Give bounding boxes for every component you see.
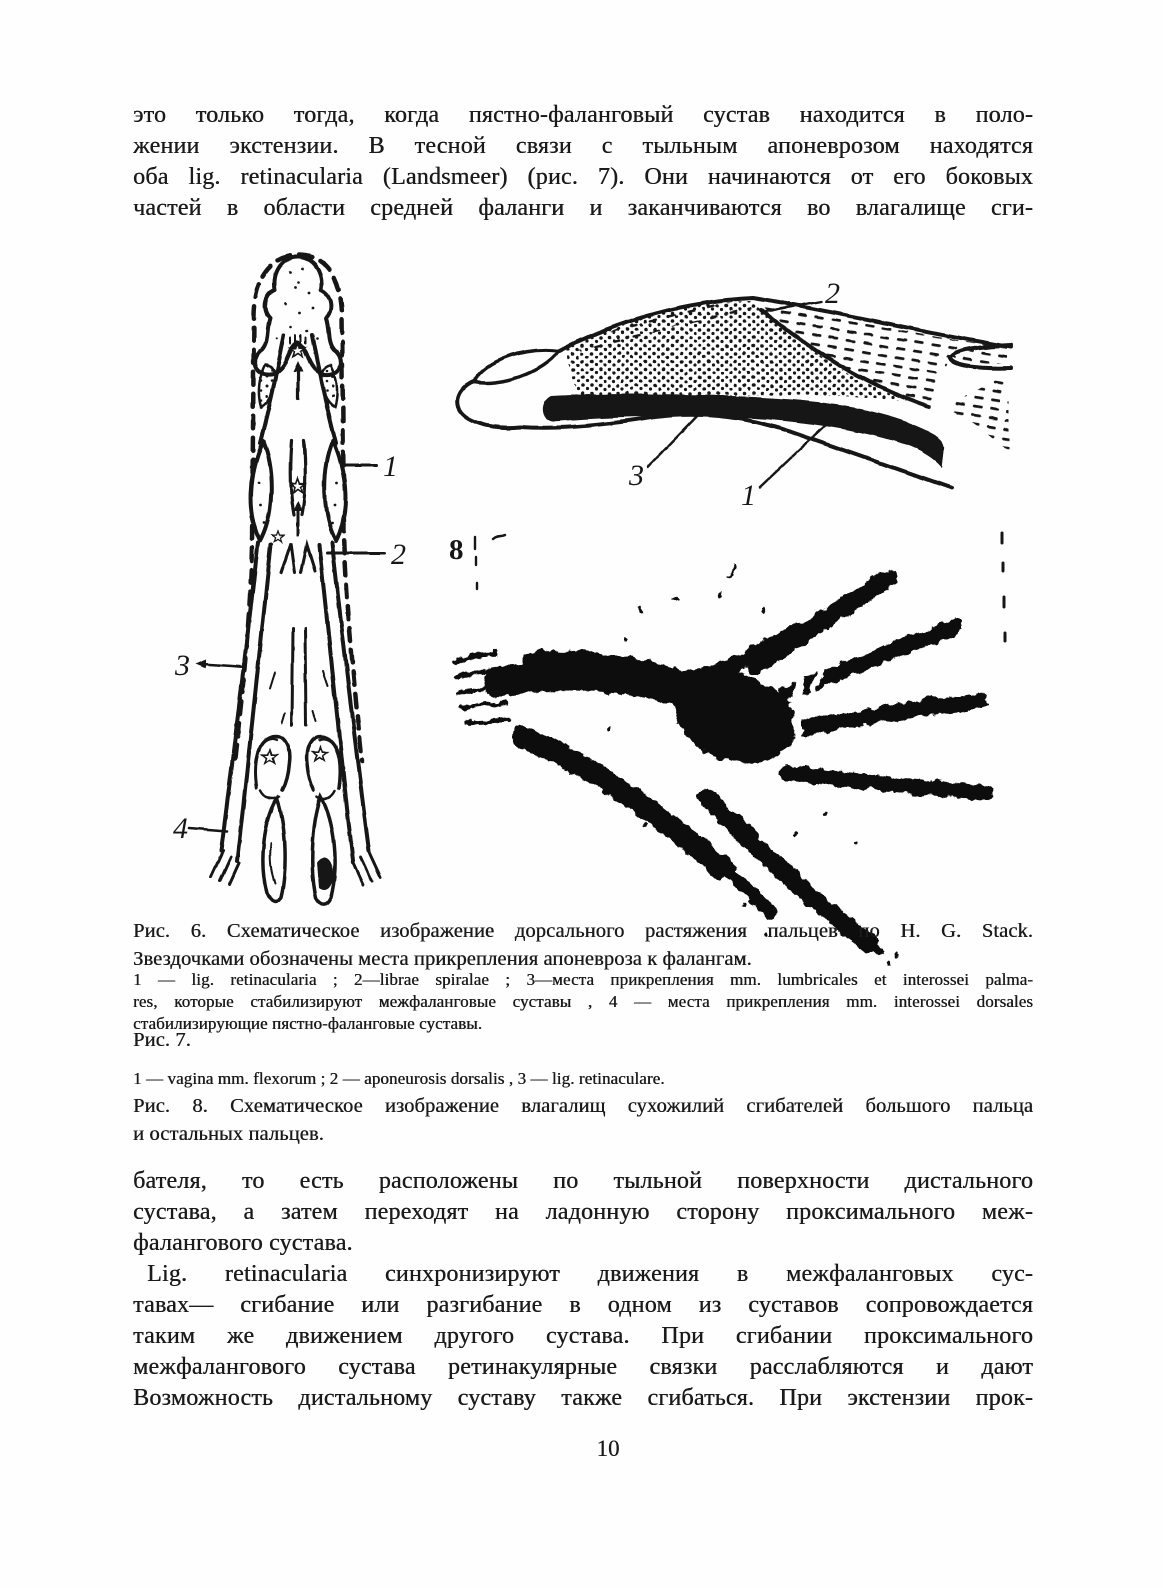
distal-phalanx-bone <box>255 257 341 375</box>
ulnar-edge-stroke <box>523 737 720 867</box>
fingernail-outline <box>473 350 559 383</box>
bottom-paragraphs <box>133 1166 1033 1414</box>
caption-line: Звездочками обозначены места прикрепления апоневроза к фалангам. <box>133 948 752 970</box>
legend-line: res, которые стабилизируют межфаланговые суставы , 4 — места прикрепления mm. interossei dorsales <box>133 992 1033 1011</box>
figure7-label-1: 1 <box>741 479 756 512</box>
page-number: 10 <box>596 1436 620 1461</box>
figure6-label-1: 1 <box>383 450 398 483</box>
joint-capsule-arcs <box>261 791 335 799</box>
text-line: таким же движением другого сустава. При сгибании проксимального <box>133 1323 1033 1349</box>
figure8-caption <box>133 1092 1033 1148</box>
caption-line: Рис. 8. Схематическое изображение влагалищ сухожилий сгибателей большого пальца <box>133 1095 1033 1117</box>
finger-lateral-drawing <box>457 298 1011 488</box>
legend-line: 1 — vagina mm. flexorum ; 2 — aponeurosis dorsalis , 3 — lig. retinaculare. <box>133 1069 665 1088</box>
leader-line-3 <box>203 664 245 667</box>
figure6-caption <box>133 917 1033 973</box>
flexor-tendon-black-band <box>543 394 944 468</box>
tendon-pull-arrow <box>294 501 303 535</box>
text-line: частей в области средней фаланги и заканчиваются во влагалище сги- <box>133 195 1033 221</box>
stray-mark <box>727 567 734 578</box>
aponeurosis-attachment-star <box>272 531 284 542</box>
text-line: оба lig. retinacularia (Landsmeer) (рис. 7). Они начинаются от его боковых <box>133 164 1033 190</box>
leader-line-4 <box>189 828 227 831</box>
figure6-label-2: 2 <box>391 538 406 571</box>
tendon-pull-arrow <box>293 361 303 398</box>
figure-7-finger-side-view-illustration <box>445 255 1040 540</box>
condyle-left <box>256 737 290 790</box>
figure7-caption-title <box>133 1026 1033 1054</box>
lateral-band-left <box>251 441 272 541</box>
text-line: сустава, а затем переходят на ладонную сторону проксимального меж- <box>133 1199 1033 1225</box>
text-line: бателя, то есть расположены по тыльной поверхности дистального <box>133 1168 1033 1194</box>
phalanx-lobe-left <box>263 799 285 902</box>
figure6-label-3: 3 <box>175 649 190 682</box>
text-line: Lig. retinacularia синхронизируют движения в межфаланговых сус- <box>147 1261 1033 1287</box>
aponeurosis-dash-region-lower <box>945 373 1009 451</box>
caption-line: Рис. 6. Схематическое изображение дорсального растяжения пальцев по H. G. Stack. <box>133 920 1033 942</box>
aponeurosis-attachment-star <box>291 479 305 493</box>
scan-edge-marks <box>475 533 1005 641</box>
text-line: фалангового сустава. <box>133 1230 353 1256</box>
diverging-band-left <box>221 543 271 861</box>
figure8-label-8: 8 <box>449 534 464 566</box>
chevron-fibres <box>281 543 315 573</box>
text-line: жении экстензии. В тесной связи с тыльным апоневрозом находятся <box>133 133 1033 159</box>
band-fringe-left <box>211 851 239 885</box>
figure-6-dorsal-extension-illustration <box>165 243 455 913</box>
text-line: Возможность дистальному суставу также сгибаться. При экстензии прок- <box>133 1385 1033 1411</box>
caption-line: Рис. 7. <box>133 1029 191 1051</box>
extensor-tendon-lines <box>292 628 306 725</box>
text-line: тавах— сгибание или разгибание в одном из суставов сопровождается <box>133 1292 1033 1318</box>
figure7-label-3: 3 <box>629 459 644 492</box>
condyle-right <box>307 737 341 790</box>
finger-dorsal-schematic-drawing <box>189 255 385 905</box>
finger-sheath-ring <box>793 701 981 730</box>
top-paragraph <box>133 100 1033 224</box>
text-line: межфалангового сустава ретинакулярные связки расслабляются и дают <box>133 1354 1033 1380</box>
legend-line: стабилизирующие пястно-фаланговые суставы. <box>133 1014 483 1033</box>
caption-line: и остальных пальцев. <box>133 1123 324 1145</box>
figure6-label-4: 4 <box>173 812 188 845</box>
figure7-legend <box>133 1068 1033 1090</box>
text-line: это только тогда, когда пястно-фаланговый сустав находится в поло- <box>133 102 1033 128</box>
figure7-label-2: 2 <box>825 277 840 310</box>
texture-ticks <box>270 671 328 723</box>
palm-white-sliver <box>797 665 803 755</box>
band-fringe-right <box>353 851 381 885</box>
wrist-fringe-lines <box>457 653 508 723</box>
leader-arrowhead <box>195 660 206 669</box>
figure-8-hand-tendon-sheaths-illustration <box>435 515 1035 975</box>
finger-sheath-little <box>787 773 985 793</box>
hand-brush-drawing <box>457 567 985 965</box>
legend-line: 1 — lig. retinacularia ; 2—librae spiralae ; 3—места прикрепления mm. lumbricales et interossei palma- <box>133 970 1033 989</box>
